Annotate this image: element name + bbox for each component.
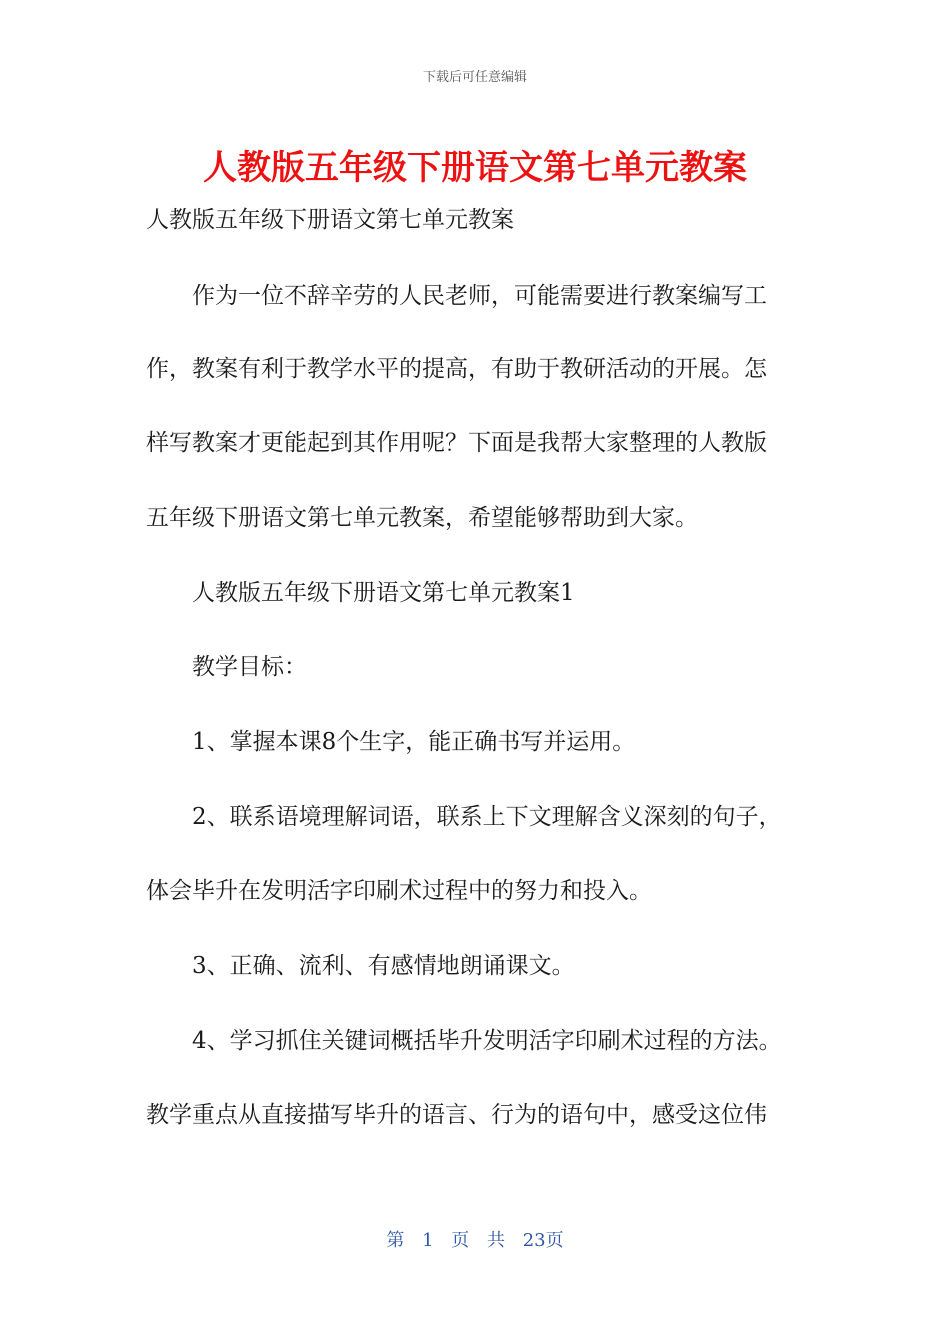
total-pages: 23页 xyxy=(522,1230,564,1251)
body-line: 样写教案才更能起到其作用呢？下面是我帮大家整理的人教版 xyxy=(146,430,767,456)
section-heading: 人教版五年级下册语文第七单元教案1 xyxy=(192,580,575,606)
list-item: 1、掌握本课8个生字，能正确书写并运用。 xyxy=(192,729,636,755)
body-line: 教学重点从直接描写毕升的语言、行为的语句中，感受这位伟 xyxy=(146,1102,767,1128)
body-line: 体会毕升在发明活字印刷术过程中的努力和投入。 xyxy=(146,878,652,904)
list-item: 2、联系语境理解词语，联系上下文理解含义深刻的句子， xyxy=(192,804,782,830)
document-title: 人教版五年级下册语文第七单元教案 xyxy=(203,148,747,188)
total-label: 共 xyxy=(487,1230,505,1251)
page-footer xyxy=(0,1226,950,1252)
header-note: 下载后可任意编辑 xyxy=(422,70,527,85)
list-item: 3、正确、流利、有感情地朗诵课文。 xyxy=(192,953,575,979)
body-line: 五年级下册语文第七单元教案，希望能够帮助到大家。 xyxy=(146,505,698,531)
body-line: 作，教案有利于教学水平的提高，有助于教研活动的开展。怎 xyxy=(146,356,767,382)
current-page-number: 1 xyxy=(422,1230,434,1251)
page-suffix: 页 xyxy=(451,1230,470,1251)
page-prefix: 第 xyxy=(386,1230,405,1251)
body-line: 作为一位不辞辛劳的人民老师，可能需要进行教案编写工 xyxy=(192,283,767,309)
body-line-subtitle: 人教版五年级下册语文第七单元教案 xyxy=(146,207,514,233)
list-item: 4、学习抓住关键词概括毕升发明活字印刷术过程的方法。 xyxy=(192,1028,782,1054)
section-label: 教学目标： xyxy=(192,654,307,680)
